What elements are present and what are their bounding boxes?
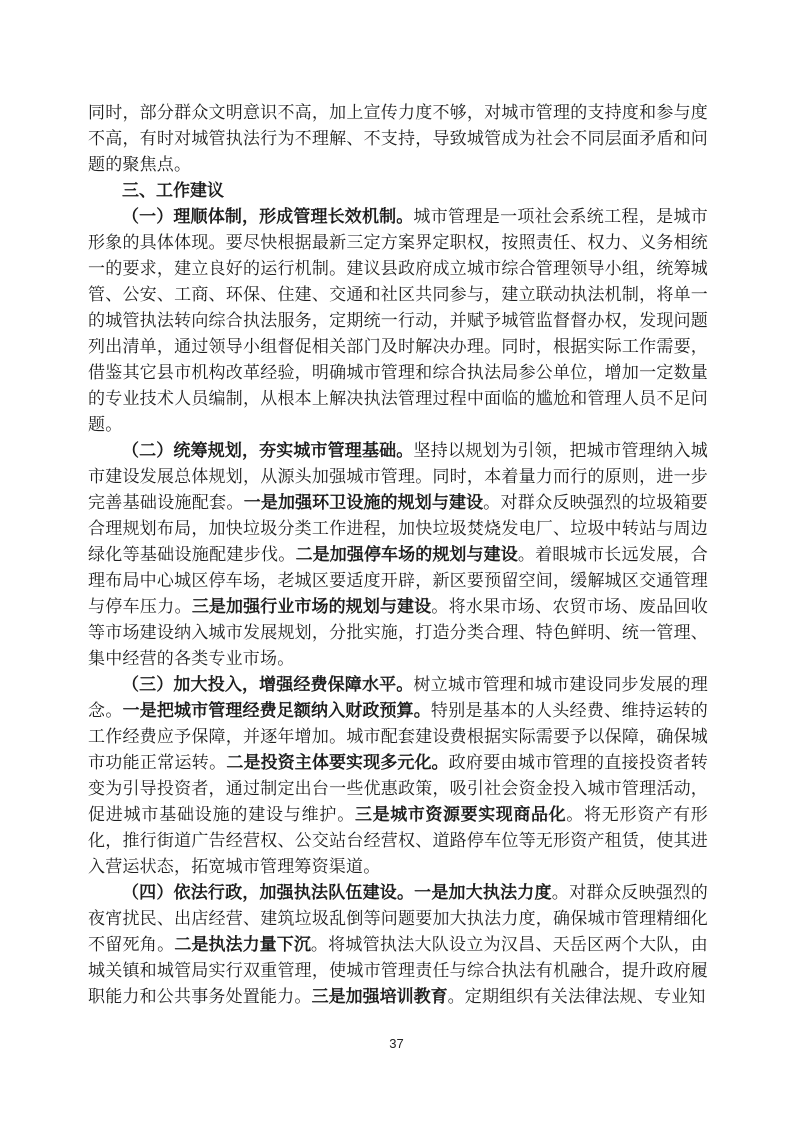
- emphasis-text: 一是加强环卫设施的规划与建设: [243, 493, 484, 513]
- body-text: 坚持以规划为引领，把城市管理纳入城市建设发展总体规划，从源头加强城市管理。同时，本着量力而行的原则，进一步完善基础设施配套。: [88, 441, 709, 512]
- emphasis-text: 三是加强培训教育: [311, 987, 448, 1007]
- paragraph-suggestion-2: [88, 438, 708, 672]
- body-text: 同时，部分群众文明意识不高，加上宣传力度不够，对城市管理的支持度和参与度不高，有时对城管执法行为不理解、不支持，导致城管成为社会不同层面矛盾和问题的聚焦点。: [88, 103, 708, 174]
- paragraph-suggestion-4: [88, 880, 708, 1010]
- emphasis-text: （四）依法行政，加强执法队伍建设。一是加大执法力度: [122, 883, 552, 903]
- section-heading-work-suggestions: [88, 178, 708, 204]
- emphasis-text: （一）理顺体制，形成管理长效机制。: [122, 207, 414, 227]
- emphasis-text: 二是执法力量下沉: [174, 935, 311, 955]
- body-text: 。着眼城市长远发展，合理布局中心城区停车场，老城区要适度开辟，新区要预留空间，缓解城区交通管理与停车压力。: [88, 545, 708, 616]
- body-text: 特别是基本的人头经费、维持运转的工作经费应予保障，并逐年增加。城市配套建设费根据实际需要予以保障，确保城市功能正常运转。: [88, 701, 709, 772]
- body-text: 。对群众反映强烈的夜宵扰民、出店经营、建筑垃圾乱倒等问题要加大执法力度，确保城市管理精细化不留死角。: [88, 883, 708, 954]
- body-text: 。对群众反映强烈的垃圾箱要合理规划布局，加快垃圾分类工作进程，加快垃圾焚烧发电厂、垃圾中转站与周边绿化等基础设施配建步伐。: [88, 493, 708, 564]
- emphasis-text: 三是加强行业市场的规划与建设: [191, 597, 432, 617]
- body-text: 。将无形资产有形化，推行街道广告经营权、公交站台经营权、道路停车位等无形资产租赁，使其进入营运状态，拓宽城市管理筹资渠道。: [88, 805, 709, 876]
- body-text: 。定期组织有关法律法规、专业知: [447, 987, 706, 1006]
- paragraph-continuation: [88, 100, 708, 178]
- body-text: 。将水果市场、农贸市场、废品回收等市场建设纳入城市发展规划，分批实施，打造分类合理、特色鲜明、统一管理、集中经营的各类专业市场。: [88, 597, 709, 668]
- paragraph-suggestion-3: [88, 672, 708, 880]
- paragraph-suggestion-1: [88, 204, 708, 438]
- body-text: 城市管理是一项社会系统工程，是城市形象的具体体现。要尽快根据最新三定方案界定职权，按照责任、权力、义务相统一的要求，建立良好的运行机制。建议县政府成立城市综合管理领导小组，统筹城管、公安、工商、环保、住建、交通和社区共同参与，建立联动执法机制，将单一的城管执法转向综合执法服务，定期统一行动，并赋予城管监督督办权，发现问题列出清单，通过领导小组督促相关部门及时解决办理。同时，根据实际工作需要，借鉴其它县市机构改革经验，明确城市管理和综合执法局参公单位，增加一定数量的专业技术人员编制，从根本上解决执法管理过程中面临的尴尬和管理人员不足问题。: [88, 207, 709, 434]
- emphasis-text: 二是加强停车场的规划与建设: [295, 545, 518, 565]
- emphasis-text: （三）加大投入，增强经费保障水平。: [122, 675, 414, 695]
- page-number: 37: [389, 1036, 404, 1051]
- emphasis-text: 三、工作建议: [122, 181, 224, 201]
- body-text: 政府要由城市管理的直接投资者转变为引导投资者，通过制定出台一些优惠政策，吸引社会资金投入城市管理活动，促进城市基础设施的建设与维护。: [88, 753, 708, 824]
- emphasis-text: 三是城市资源要实现商品化: [355, 805, 567, 825]
- body-text: 。将城管执法大队设立为汉昌、天岳区两个大队，由城关镇和城管局实行双重管理，使城市管理责任与综合执法有机融合，提升政府履职能力和公共事务处置能力。: [88, 935, 708, 1006]
- document-body: [88, 100, 708, 1010]
- emphasis-text: （二）统筹规划，夯实城市管理基础。: [122, 441, 414, 461]
- body-text: 树立城市管理和城市建设同步发展的理念。: [88, 675, 709, 720]
- emphasis-text: 一是把城市管理经费足额纳入财政预算。: [122, 701, 431, 721]
- emphasis-text: 二是投资主体要实现多元化。: [226, 753, 449, 773]
